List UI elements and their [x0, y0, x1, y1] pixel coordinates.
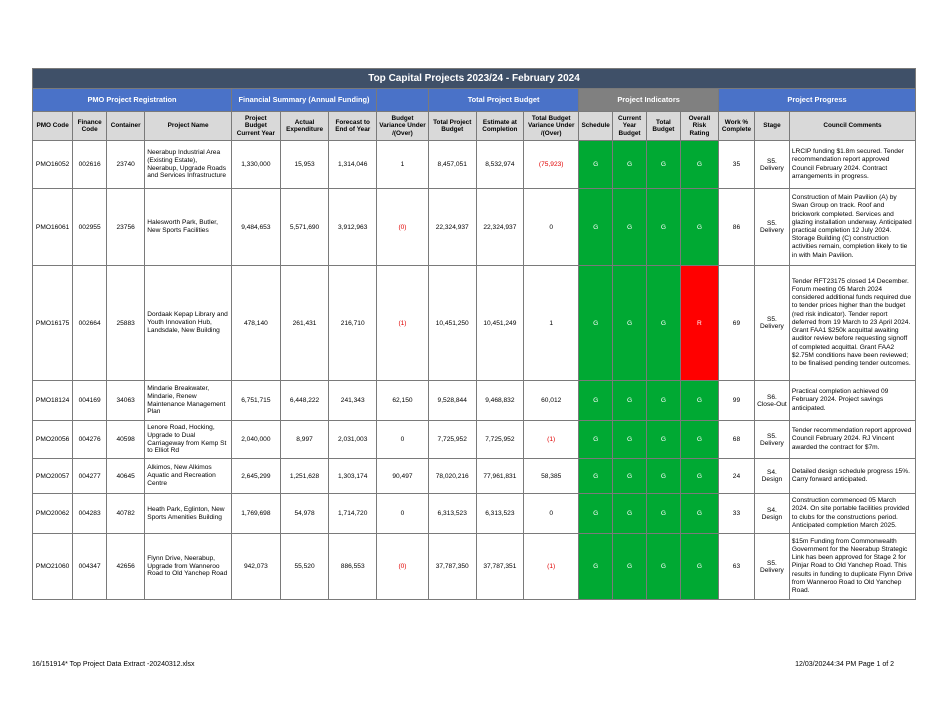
total-project-budget: 9,528,844 — [428, 381, 476, 421]
estimate-at-completion: 9,468,832 — [476, 381, 524, 421]
finance-code: 002616 — [73, 141, 107, 189]
forecast: 1,303,174 — [329, 459, 377, 494]
pmo-code: PMO21060 — [33, 534, 73, 600]
work-complete: 35 — [718, 141, 754, 189]
total-budget-indicator: G — [646, 381, 680, 421]
total-budget-indicator: G — [646, 141, 680, 189]
container-number: 25883 — [107, 266, 145, 381]
current-year-budget-indicator: G — [613, 494, 647, 534]
container-number: 34063 — [107, 381, 145, 421]
total-project-budget: 6,313,523 — [428, 494, 476, 534]
header-container: Container — [107, 112, 145, 141]
current-year-budget-indicator: G — [613, 381, 647, 421]
total-budget-indicator: G — [646, 421, 680, 459]
actual-expenditure: 261,431 — [280, 266, 329, 381]
work-complete: 69 — [718, 266, 754, 381]
header-project-budget: Project Budget Current Year — [232, 112, 281, 141]
current-year-budget-indicator: G — [613, 421, 647, 459]
estimate-at-completion: 7,725,952 — [476, 421, 524, 459]
current-year-budget-indicator: G — [613, 189, 647, 266]
total-budget-indicator: G — [646, 534, 680, 600]
finance-code: 004276 — [73, 421, 107, 459]
budget-variance: 1 — [377, 141, 429, 189]
project-budget: 6,751,715 — [232, 381, 281, 421]
project-name: Alkimos, New Alkimos Aquatic and Recreation Centre — [145, 459, 232, 494]
total-budget-indicator: G — [646, 494, 680, 534]
total-project-budget: 22,324,937 — [428, 189, 476, 266]
actual-expenditure: 6,448,222 — [280, 381, 329, 421]
total-budget-variance: (1) — [524, 534, 579, 600]
schedule-indicator: G — [579, 141, 613, 189]
total-project-budget: 78,020,216 — [428, 459, 476, 494]
forecast: 1,314,046 — [329, 141, 377, 189]
schedule-indicator: G — [579, 266, 613, 381]
report-title: Top Capital Projects 2023/24 - February 2024 — [33, 69, 916, 89]
project-budget: 942,073 — [232, 534, 281, 600]
stage: S5. Delivery — [754, 266, 789, 381]
project-budget: 2,645,299 — [232, 459, 281, 494]
overall-risk-indicator: G — [680, 494, 718, 534]
schedule-indicator: G — [579, 459, 613, 494]
header-pmo-code: PMO Code — [33, 112, 73, 141]
total-budget-indicator: G — [646, 459, 680, 494]
group-project-progress: Project Progress — [718, 89, 915, 112]
table-row — [33, 141, 916, 189]
work-complete: 99 — [718, 381, 754, 421]
header-schedule: Schedule — [579, 112, 613, 141]
work-complete: 24 — [718, 459, 754, 494]
total-budget-indicator: G — [646, 266, 680, 381]
group-total-project-budget: Total Project Budget — [428, 89, 578, 112]
budget-variance: 0 — [377, 494, 429, 534]
finance-code: 004283 — [73, 494, 107, 534]
council-comment: Practical completion achieved 09 February 2024. Project savings anticipated. — [789, 381, 915, 421]
finance-code: 004277 — [73, 459, 107, 494]
container-number: 42656 — [107, 534, 145, 600]
pmo-code: PMO20062 — [33, 494, 73, 534]
header-council-comments: Council Comments — [789, 112, 915, 141]
group-project-indicators: Project Indicators — [579, 89, 719, 112]
table-row — [33, 459, 916, 494]
stage: S5. Delivery — [754, 189, 789, 266]
work-complete: 86 — [718, 189, 754, 266]
project-name: Mindarie Breakwater, Mindarie, Renew Maintenance Management Plan — [145, 381, 232, 421]
estimate-at-completion: 6,313,523 — [476, 494, 524, 534]
header-stage: Stage — [754, 112, 789, 141]
header-actual-expenditure: Actual Expenditure — [280, 112, 329, 141]
stage: S5. Delivery — [754, 421, 789, 459]
table-row — [33, 421, 916, 459]
stage: S5. Delivery — [754, 141, 789, 189]
finance-code: 002664 — [73, 266, 107, 381]
header-overall-risk: Overall Risk Rating — [680, 112, 718, 141]
project-name: Flynn Drive, Neerabup, Upgrade from Wanneroo Road to Old Yanchep Road — [145, 534, 232, 600]
footer-file-name: 16/151914* Top Project Data Extract -20240312.xlsx — [32, 661, 195, 668]
stage: S4. Design — [754, 494, 789, 534]
estimate-at-completion: 8,532,974 — [476, 141, 524, 189]
pmo-code: PMO20056 — [33, 421, 73, 459]
budget-variance: 90,497 — [377, 459, 429, 494]
schedule-indicator: G — [579, 534, 613, 600]
council-comment: Tender RFT23175 closed 14 December. Forum meeting 05 March 2024 considered additional funds required due to tender prices higher than the budget (red risk indicator). Tender report deferred from 19 March to 23 April 2024. Grant FAA1 $250k acquittal awaiting auditor review before requesting signoff of completed acquittal. Grant FAA2 $2.75M conditions have been reviewed; to be finalised pending tender outcomes. — [789, 266, 915, 381]
forecast: 2,031,003 — [329, 421, 377, 459]
actual-expenditure: 55,520 — [280, 534, 329, 600]
project-budget: 9,484,653 — [232, 189, 281, 266]
council-comment: Construction of Main Pavilion (A) by Swan Group on track. Roof and brickwork completed. Services and glazing installation underway. Anticipated practical completion 12 July 2024. Storage Building (C) construction activities remain, completion likely to tie in with Main Pavilion. — [789, 189, 915, 266]
project-name: Dordaak Kepap Library and Youth Innovation Hub, Landsdale, New Building — [145, 266, 232, 381]
work-complete: 68 — [718, 421, 754, 459]
report-sheet — [32, 68, 916, 600]
total-project-budget: 37,787,350 — [428, 534, 476, 600]
council-comment: Tender recommendation report approved Council February 2024. RJ Vincent awarded the contract for $7m. — [789, 421, 915, 459]
table-row — [33, 534, 916, 600]
current-year-budget-indicator: G — [613, 534, 647, 600]
forecast: 241,343 — [329, 381, 377, 421]
container-number: 23740 — [107, 141, 145, 189]
total-budget-indicator: G — [646, 189, 680, 266]
total-project-budget: 8,457,051 — [428, 141, 476, 189]
header-total-budget-indicator: Total Budget — [646, 112, 680, 141]
total-budget-variance: 0 — [524, 494, 579, 534]
overall-risk-indicator: G — [680, 189, 718, 266]
schedule-indicator: G — [579, 494, 613, 534]
projects-table — [32, 68, 916, 600]
project-name: Neerabup Industrial Area (Existing Estate), Neerabup, Upgrade Roads and Services Infrastructure — [145, 141, 232, 189]
pmo-code: PMO18124 — [33, 381, 73, 421]
total-project-budget: 7,725,952 — [428, 421, 476, 459]
forecast: 3,912,963 — [329, 189, 377, 266]
table-row — [33, 494, 916, 534]
estimate-at-completion: 22,324,937 — [476, 189, 524, 266]
header-current-year-budget: Current Year Budget — [613, 112, 647, 141]
finance-code: 004169 — [73, 381, 107, 421]
forecast: 1,714,720 — [329, 494, 377, 534]
total-budget-variance: 60,012 — [524, 381, 579, 421]
overall-risk-indicator: G — [680, 141, 718, 189]
stage: S5. Delivery — [754, 534, 789, 600]
project-budget: 2,040,000 — [232, 421, 281, 459]
total-budget-variance: 0 — [524, 189, 579, 266]
group-pmo-registration: PMO Project Registration — [33, 89, 232, 112]
header-finance-code: Finance Code — [73, 112, 107, 141]
budget-variance: 62,150 — [377, 381, 429, 421]
header-project-name: Project Name — [145, 112, 232, 141]
table-row — [33, 189, 916, 266]
estimate-at-completion: 10,451,249 — [476, 266, 524, 381]
council-comment: Construction commenced 05 March 2024. On site portable facilities provided to clubs for the constructions period. Anticipated completion March 2025. — [789, 494, 915, 534]
finance-code: 004347 — [73, 534, 107, 600]
actual-expenditure: 54,978 — [280, 494, 329, 534]
project-budget: 1,330,000 — [232, 141, 281, 189]
overall-risk-indicator: G — [680, 459, 718, 494]
estimate-at-completion: 37,787,351 — [476, 534, 524, 600]
pmo-code: PMO20057 — [33, 459, 73, 494]
actual-expenditure: 15,953 — [280, 141, 329, 189]
header-total-budget-variance: Total Budget Variance Under /(Over) — [524, 112, 579, 141]
header-budget-variance: Budget Variance Under /(Over) — [377, 112, 429, 141]
project-name: Lenore Road, Hocking, Upgrade to Dual Carriageway from Kemp St to Elliot Rd — [145, 421, 232, 459]
stage: S6. Close-Out — [754, 381, 789, 421]
total-budget-variance: (75,923) — [524, 141, 579, 189]
budget-variance: 0 — [377, 421, 429, 459]
header-work-complete: Work % Complete — [718, 112, 754, 141]
group-financial-summary: Financial Summary (Annual Funding) — [232, 89, 377, 112]
table-row — [33, 266, 916, 381]
work-complete: 63 — [718, 534, 754, 600]
council-comment: Detailed design schedule progress 15%. Carry forward anticipated. — [789, 459, 915, 494]
table-row — [33, 381, 916, 421]
overall-risk-indicator: G — [680, 421, 718, 459]
budget-variance: (0) — [377, 189, 429, 266]
pmo-code: PMO16175 — [33, 266, 73, 381]
current-year-budget-indicator: G — [613, 459, 647, 494]
total-budget-variance: (1) — [524, 421, 579, 459]
project-budget: 1,769,698 — [232, 494, 281, 534]
project-name: Halesworth Park, Butler, New Sports Facilities — [145, 189, 232, 266]
schedule-indicator: G — [579, 381, 613, 421]
pmo-code: PMO16061 — [33, 189, 73, 266]
current-year-budget-indicator: G — [613, 266, 647, 381]
header-total-project-budget: Total Project Budget — [428, 112, 476, 141]
container-number: 40645 — [107, 459, 145, 494]
schedule-indicator: G — [579, 421, 613, 459]
overall-risk-indicator: R — [680, 266, 718, 381]
council-comment: $15m Funding from Commonwealth Government for the Neerabup Strategic Link has been approved for Stage 2 for Pinjar Road to Old Yanchep Road. This results in funding to duplicate Flynn Drive from Wanneroo Road to Old Yanchep Road. — [789, 534, 915, 600]
actual-expenditure: 1,251,628 — [280, 459, 329, 494]
total-budget-variance: 58,385 — [524, 459, 579, 494]
footer-date-page: 12/03/20244:34 PM Page 1 of 2 — [795, 661, 894, 668]
work-complete: 33 — [718, 494, 754, 534]
council-comment: LRCIP funding $1.8m secured. Tender recommendation report approved Council February 2024. Contract arrangements in progress. — [789, 141, 915, 189]
total-project-budget: 10,451,250 — [428, 266, 476, 381]
budget-variance: (1) — [377, 266, 429, 381]
header-forecast: Forecast to End of Year — [329, 112, 377, 141]
actual-expenditure: 8,997 — [280, 421, 329, 459]
project-name: Heath Park, Eglinton, New Sports Amenities Building — [145, 494, 232, 534]
project-budget: 478,140 — [232, 266, 281, 381]
pmo-code: PMO16052 — [33, 141, 73, 189]
forecast: 886,553 — [329, 534, 377, 600]
actual-expenditure: 5,571,690 — [280, 189, 329, 266]
finance-code: 002955 — [73, 189, 107, 266]
overall-risk-indicator: G — [680, 381, 718, 421]
estimate-at-completion: 77,961,831 — [476, 459, 524, 494]
group-spacer — [377, 89, 429, 112]
forecast: 216,710 — [329, 266, 377, 381]
total-budget-variance: 1 — [524, 266, 579, 381]
schedule-indicator: G — [579, 189, 613, 266]
header-estimate-at-completion: Estimate at Completion — [476, 112, 524, 141]
container-number: 40598 — [107, 421, 145, 459]
container-number: 23756 — [107, 189, 145, 266]
overall-risk-indicator: G — [680, 534, 718, 600]
budget-variance: (0) — [377, 534, 429, 600]
current-year-budget-indicator: G — [613, 141, 647, 189]
stage: S4. Design — [754, 459, 789, 494]
container-number: 40782 — [107, 494, 145, 534]
table-body — [33, 141, 916, 600]
